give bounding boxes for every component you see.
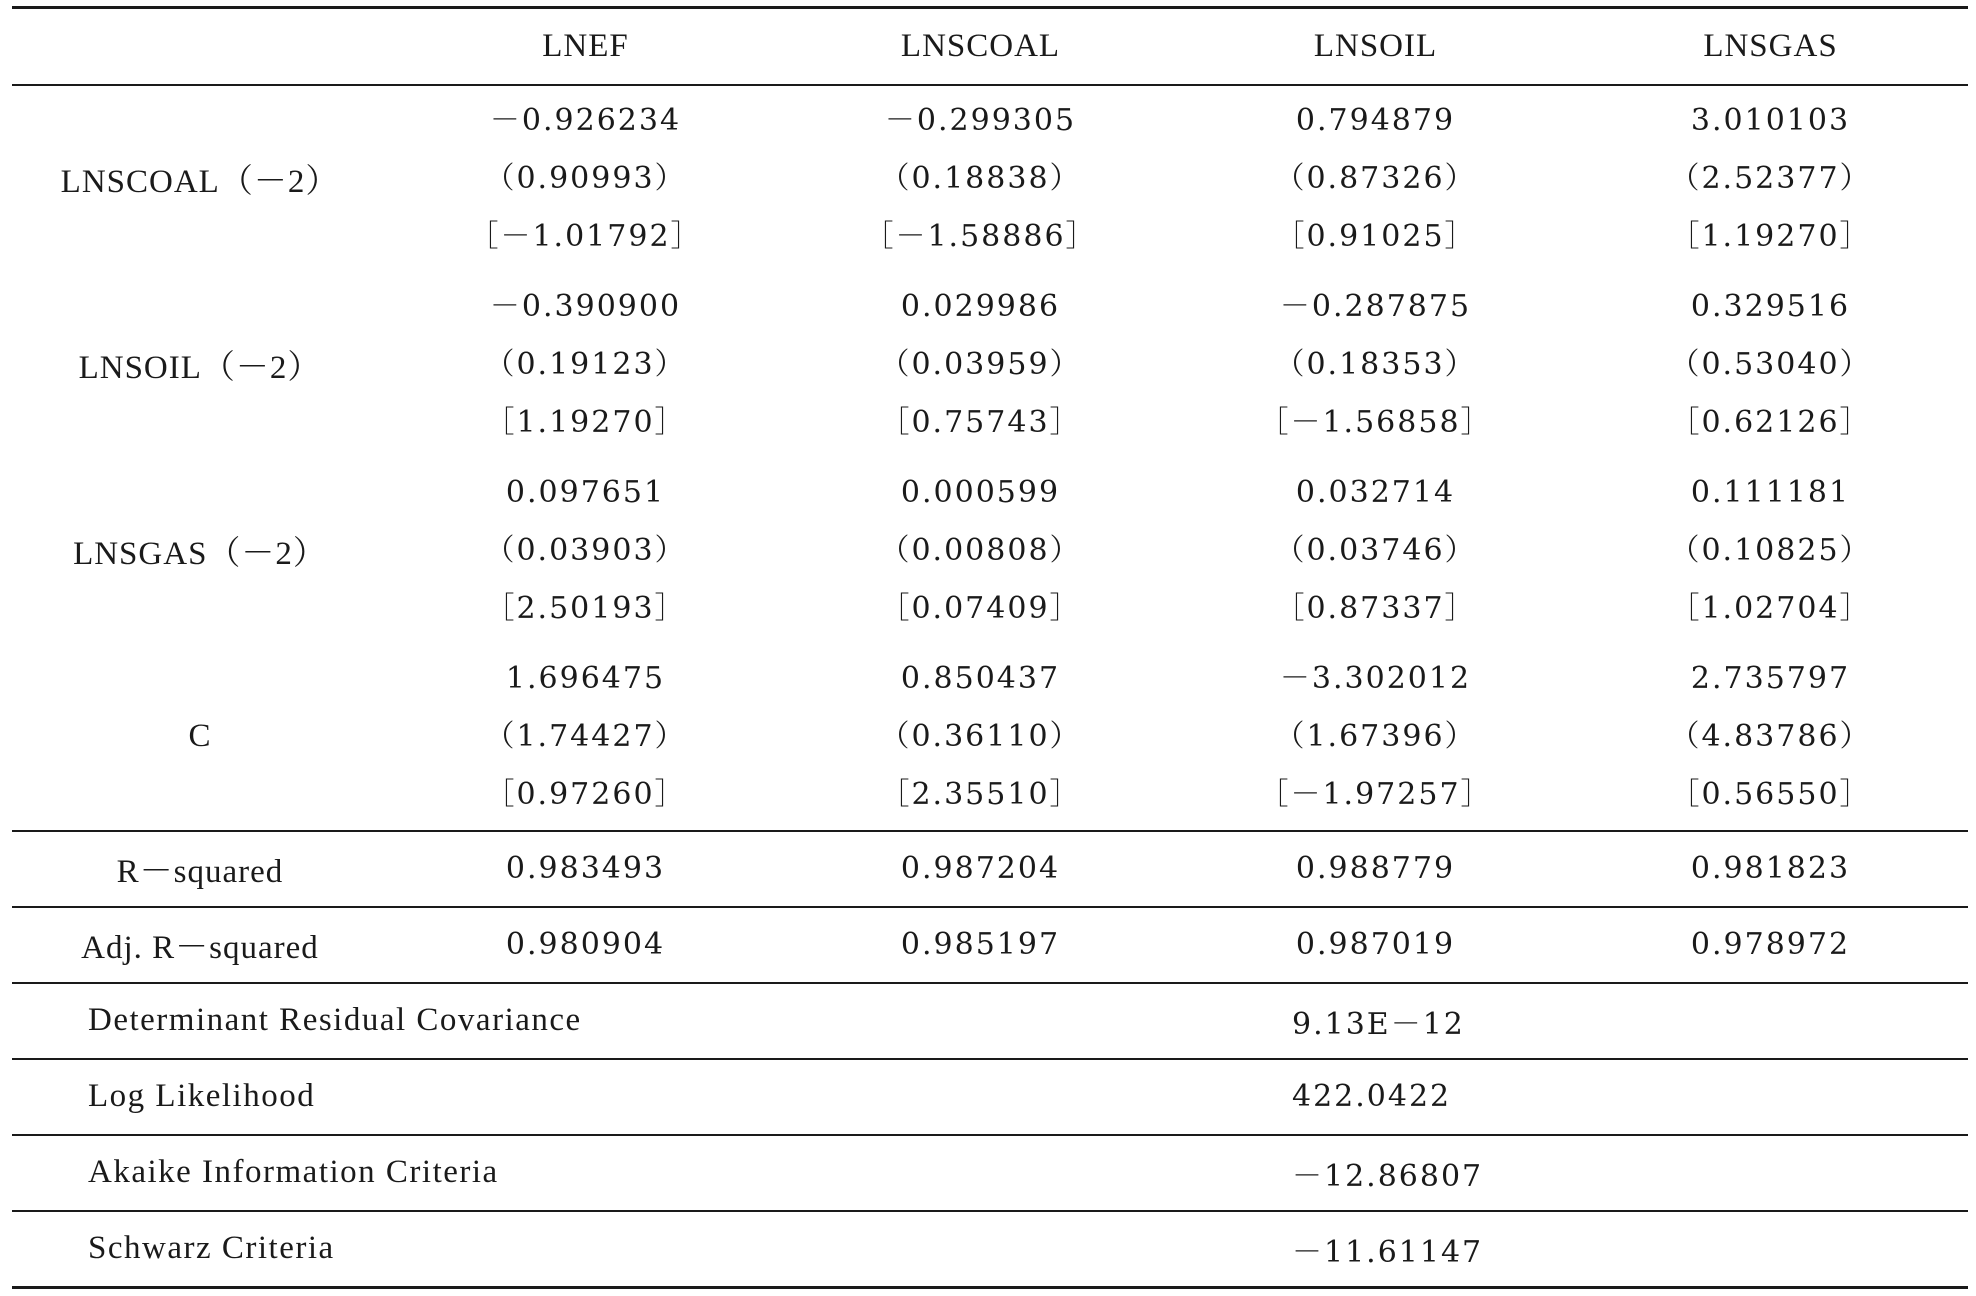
log-likelihood-row (12, 1059, 1968, 1135)
estimate-cell (1573, 272, 1968, 458)
estimate-cell (388, 458, 783, 644)
estimate-cell (1178, 272, 1573, 458)
estimate-cell (1178, 458, 1573, 644)
t-statistic: ［－1.58886］ (863, 218, 1098, 254)
fit-value: 0.985197 (900, 927, 1061, 962)
coefficient: 0.111181 (1690, 474, 1851, 510)
t-statistic: ［0.91025］ (1274, 218, 1477, 254)
t-statistic: ［0.62126］ (1669, 404, 1872, 440)
coefficient: 1.696475 (505, 660, 666, 696)
coefficient: －0.299305 (884, 102, 1077, 138)
estimate-cell (1573, 644, 1968, 831)
fit-value: 0.987204 (900, 851, 1061, 886)
fit-value: 0.988779 (1295, 851, 1456, 886)
estimate-cell (783, 272, 1178, 458)
standard-error: （0.19123） (484, 346, 687, 382)
standard-error: （0.18838） (879, 160, 1082, 196)
header-cell-lnscoal: LNSCOAL (900, 27, 1061, 64)
stat-label: Schwarz Criteria (88, 1230, 335, 1266)
stat-value: －11.61147 (1292, 1234, 1484, 1270)
estimate-cell (1573, 85, 1968, 272)
stat-value: －12.86807 (1292, 1158, 1484, 1194)
t-statistic: ［－1.01792］ (468, 218, 703, 254)
standard-error: （0.18353） (1274, 346, 1477, 382)
row-label: LNSOIL（－2） (78, 350, 322, 386)
standard-error: （0.03959） (879, 346, 1082, 382)
coefficient: 0.029986 (900, 288, 1061, 324)
t-statistic: ［2.35510］ (879, 776, 1082, 812)
coefficient: 0.097651 (505, 474, 666, 510)
t-statistic: ［0.87337］ (1274, 590, 1477, 626)
coefficient: －0.287875 (1279, 288, 1472, 324)
t-statistic: ［－1.97257］ (1258, 776, 1493, 812)
akaike-criteria-row (12, 1135, 1968, 1211)
t-statistic: ［1.19270］ (1669, 218, 1872, 254)
estimate-cell (1178, 85, 1573, 272)
t-statistic: ［0.75743］ (879, 404, 1082, 440)
estimate-cell (388, 272, 783, 458)
standard-error: （0.87326） (1274, 160, 1477, 196)
header-cell-lnef: LNEF (542, 27, 629, 64)
stat-value: 422.0422 (1292, 1079, 1452, 1114)
fit-value: 0.980904 (505, 927, 666, 962)
estimate-cell (388, 644, 783, 831)
standard-error: （1.67396） (1274, 718, 1477, 754)
stat-label: Determinant Residual Covariance (88, 1002, 582, 1038)
schwarz-criteria-row (12, 1211, 1968, 1288)
t-statistic: ［0.97260］ (484, 776, 687, 812)
standard-error: （0.00808） (879, 532, 1082, 568)
coefficient: 0.032714 (1295, 474, 1456, 510)
header-cell-lnsgas: LNSGAS (1703, 27, 1838, 64)
t-statistic: ［1.19270］ (484, 404, 687, 440)
t-statistic: ［1.02704］ (1669, 590, 1872, 626)
estimate-cell (783, 644, 1178, 831)
table-row (12, 85, 1968, 272)
t-statistic: ［2.50193］ (484, 590, 687, 626)
determinant-residual-covariance-row (12, 983, 1968, 1059)
coefficient: 0.000599 (900, 474, 1061, 510)
coefficient: －3.302012 (1279, 660, 1472, 696)
table-row (12, 272, 1968, 458)
t-statistic: ［0.07409］ (879, 590, 1082, 626)
fit-value: 0.987019 (1295, 927, 1456, 962)
coefficient: 0.794879 (1295, 102, 1456, 138)
var-estimates-table (12, 6, 1968, 1289)
coefficient: 3.010103 (1690, 102, 1851, 138)
row-label: C (188, 718, 212, 754)
coefficient: －0.390900 (489, 288, 682, 324)
standard-error: （4.83786） (1669, 718, 1872, 754)
row-label: Adj. R－squared (81, 930, 319, 966)
standard-error: （0.03746） (1274, 532, 1477, 568)
coefficient: 0.329516 (1690, 288, 1851, 324)
table-row (12, 644, 1968, 831)
header-cell-blank (12, 8, 388, 85)
standard-error: （0.53040） (1669, 346, 1872, 382)
row-label: LNSCOAL（－2） (60, 164, 340, 200)
estimate-cell (783, 458, 1178, 644)
fit-value: 0.981823 (1690, 851, 1851, 886)
table-row (12, 458, 1968, 644)
standard-error: （2.52377） (1669, 160, 1872, 196)
fit-value: 0.978972 (1690, 927, 1851, 962)
standard-error: （0.90993） (484, 160, 687, 196)
stat-label: Log Likelihood (88, 1078, 316, 1114)
estimate-cell (1573, 458, 1968, 644)
coefficient: 0.850437 (900, 660, 1061, 696)
standard-error: （0.36110） (879, 718, 1082, 754)
standard-error: （1.74427） (484, 718, 687, 754)
adj-r-squared-row (12, 907, 1968, 983)
coefficient: 2.735797 (1690, 660, 1851, 696)
standard-error: （0.10825） (1669, 532, 1872, 568)
row-label: LNSGAS（－2） (73, 536, 327, 572)
estimate-cell (783, 85, 1178, 272)
estimate-cell (1178, 644, 1573, 831)
t-statistic: ［－1.56858］ (1258, 404, 1493, 440)
header-row (12, 8, 1968, 85)
r-squared-row (12, 831, 1968, 907)
standard-error: （0.03903） (484, 532, 687, 568)
t-statistic: ［0.56550］ (1669, 776, 1872, 812)
stat-value: 9.13E－12 (1292, 1006, 1465, 1042)
header-cell-lnsoil: LNSOIL (1313, 27, 1438, 64)
fit-value: 0.983493 (505, 851, 666, 886)
row-label: R－squared (116, 854, 284, 890)
coefficient: －0.926234 (489, 102, 682, 138)
estimate-cell (388, 85, 783, 272)
stat-label: Akaike Information Criteria (88, 1154, 499, 1190)
